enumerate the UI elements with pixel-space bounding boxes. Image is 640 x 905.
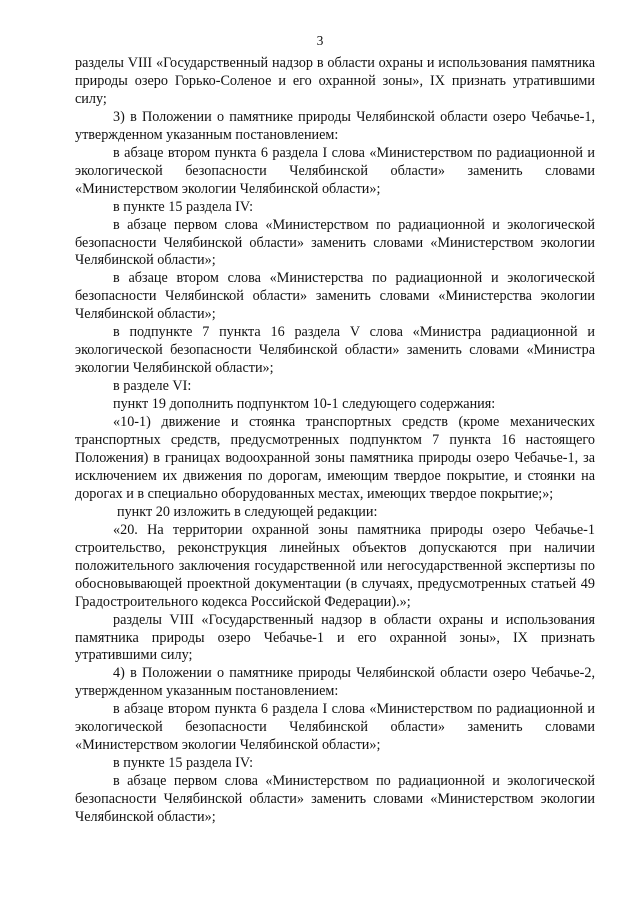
paragraph: в абзаце втором пункта 6 раздела I слова «Министерством по радиационной и экологической безопасности Челябинской области» заменить словами «Министерством экологии Челябинской области»;	[75, 144, 595, 197]
paragraph: в абзаце первом слова «Министерством по радиационной и экологической безопасности Челябинской области» заменить словами «Министерством экологии Челябинской области»;	[75, 216, 595, 269]
paragraph: в пункте 15 раздела IV:	[113, 198, 254, 215]
paragraph: в абзаце втором слова «Министерства по радиационной и экологической безопасности Челябинской области» заменить словами «Министерства экологии Челябинской области»;	[75, 270, 595, 323]
page-number: 3	[316, 33, 324, 48]
paragraph: 4) в Положении о памятнике природы Челябинской области озеро Чебачье-2, утвержденном указанным постановлением:	[75, 665, 595, 700]
paragraph: «10-1) движение и стоянка транспортных средств (кроме механических транспортных средств, предусмотренных подпунктом 7 пункта 16 настоящего Положения) в границах водоохранной зоны памятника природы озеро Чебачье-1, за исключением их движения по дорогам, имеющим твердое покрытие, и стоянки на дорогах и в специально оборудованных местах, имеющих твердое покрытие;»;	[75, 414, 595, 502]
paragraph: в абзаце первом слова «Министерством по радиационной и экологической безопасности Челябинской области» заменить словами «Министерством экологии Челябинской области»;	[75, 773, 595, 826]
paragraph: пункт 20 изложить в следующей редакции:	[117, 503, 378, 520]
paragraph: разделы VIII «Государственный надзор в области охраны и использования памятника природы озеро Чебачье-1 и его охранной зоны», IX признать утратившими силу;	[75, 611, 595, 664]
paragraph: пункт 19 дополнить подпунктом 10-1 следующего содержания:	[113, 396, 496, 413]
paragraph: в подпункте 7 пункта 16 раздела V слова «Министра радиационной и экологической безопасности Челябинской области» заменить словами «Министра экологии Челябинской области»;	[75, 324, 595, 377]
paragraph: разделы VIII «Государственный надзор в области охраны и использования памятника природы озеро Горько-Соленое и его охранной зоны», IX признать утратившими силу;	[75, 55, 595, 107]
paragraph: в пункте 15 раздела IV:	[113, 755, 254, 772]
paragraph: «20. На территории охранной зоны памятника природы озеро Чебачье-1 строительство, реконструкция линейных объектов допускаются при наличии положительного заключения государственной или негосударственной экспертизы по обосновывающей проектной документации (в случаях, предусмотренных статьей 49 Градостроительного кодекса Российской Федерации).»;	[75, 521, 595, 610]
paragraph: в разделе VI:	[113, 378, 192, 395]
paragraph: 3) в Положении о памятнике природы Челябинской области озеро Чебачье-1, утвержденном указанным постановлением:	[75, 108, 595, 143]
paragraph: в абзаце втором пункта 6 раздела I слова «Министерством по радиационной и экологической безопасности Челябинской области» заменить словами «Министерством экологии Челябинской области»;	[75, 701, 595, 754]
document-body	[75, 55, 595, 827]
